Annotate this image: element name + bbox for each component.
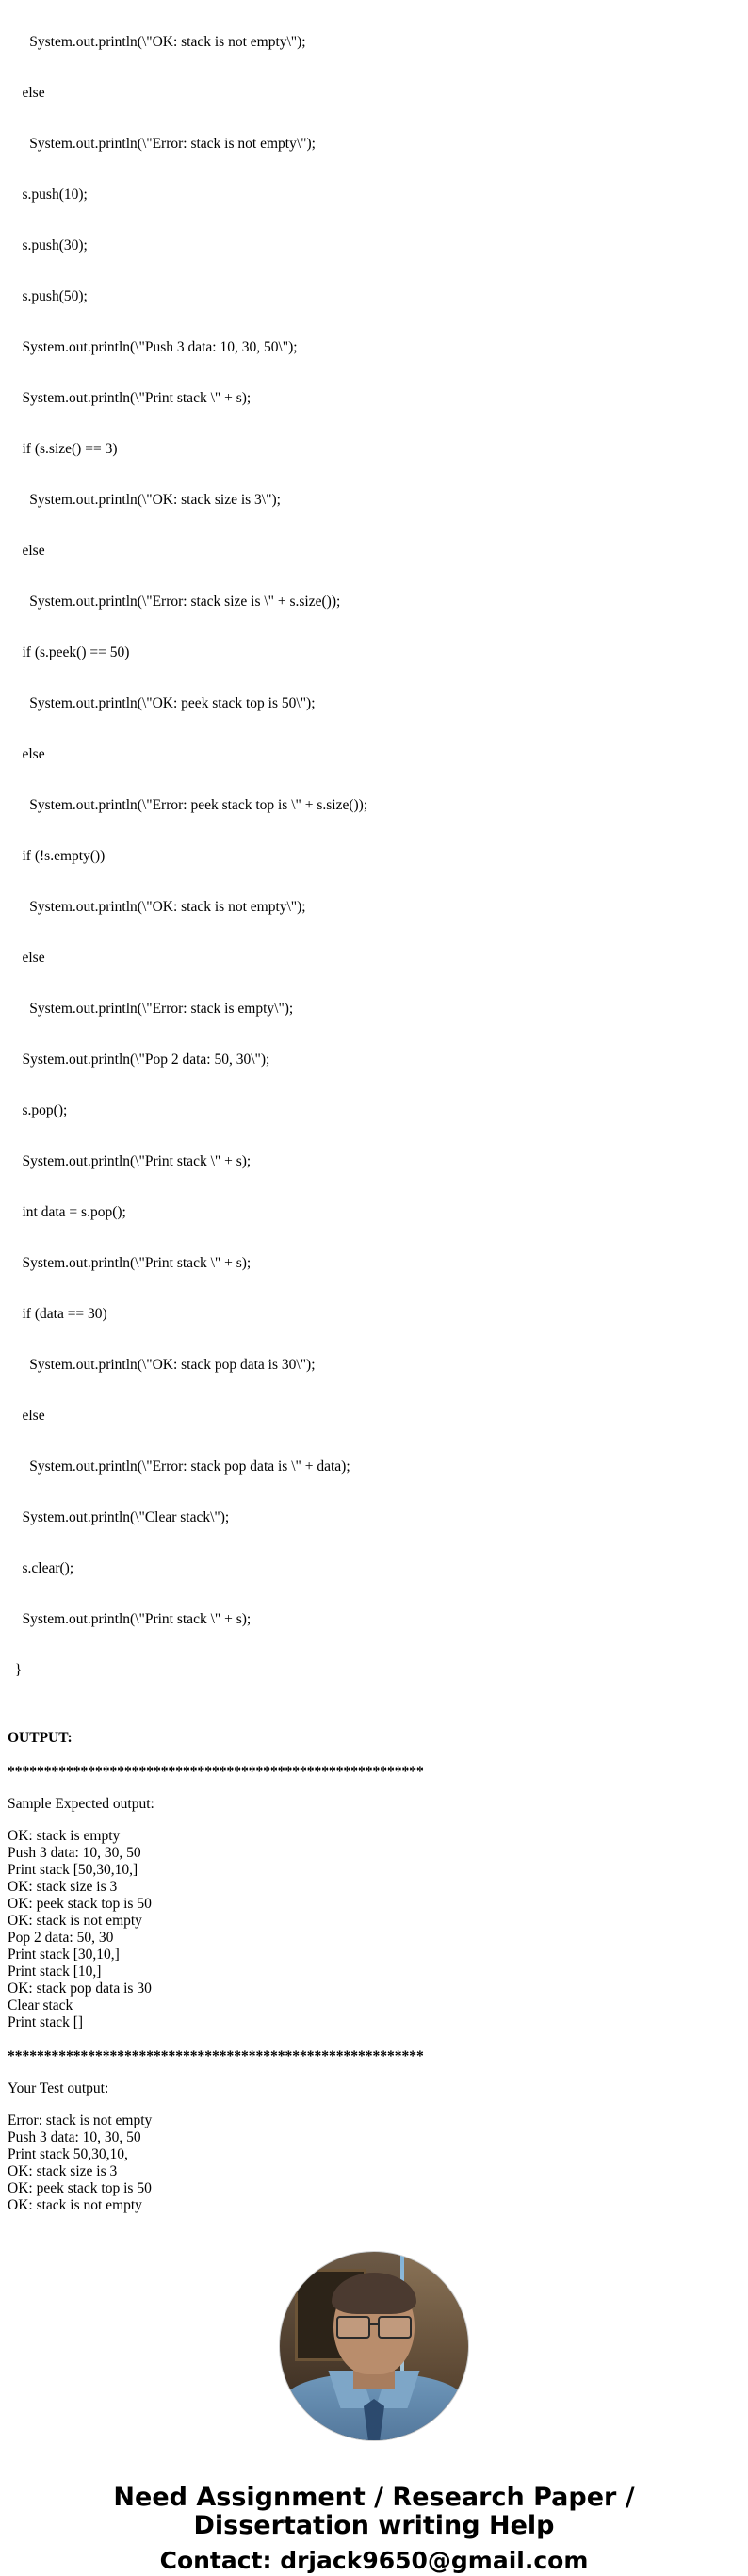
footer <box>8 2484 740 2576</box>
output-heading: OUTPUT: <box>8 1730 73 1746</box>
output-line: Print stack [] <box>8 2014 84 2030</box>
code-line: System.out.println(\"Print stack \" + s); <box>8 390 252 406</box>
code-line: System.out.println(\"Pop 2 data: 50, 30\"); <box>8 1052 270 1068</box>
code-line: else <box>8 746 45 762</box>
code-line: System.out.println(\"Error: stack is not empty\"); <box>8 136 316 152</box>
output-line: OK: stack is not empty <box>8 1913 142 1929</box>
code-line: int data = s.pop(); <box>8 1204 126 1220</box>
output-line: Clear stack <box>8 1997 73 2014</box>
test-output-label: Your Test output: <box>8 2080 109 2096</box>
code-line: System.out.println(\"Error: stack size is \" + s.size()); <box>8 594 341 610</box>
code-line: else <box>8 543 45 559</box>
output-line: Error: stack is not empty <box>8 2112 153 2128</box>
divider-stars-bottom: ********************************************************* <box>8 2048 424 2064</box>
output-line: OK: stack size is 3 <box>8 1879 118 1895</box>
output-line: OK: peek stack top is 50 <box>8 2180 152 2196</box>
output-line: Print stack 50,30,10, <box>8 2146 128 2162</box>
code-line: s.push(50); <box>8 288 88 304</box>
code-line: System.out.println(\"Clear stack\"); <box>8 1509 230 1525</box>
code-line: System.out.println(\"OK: stack size is 3\"); <box>8 492 281 508</box>
output-line: Push 3 data: 10, 30, 50 <box>8 1845 141 1861</box>
code-line: s.push(10); <box>8 187 88 203</box>
code-line: } <box>8 1662 23 1678</box>
lens-right <box>378 2316 412 2339</box>
test-output-list <box>8 2112 740 2214</box>
code-line: System.out.println(\"OK: peek stack top is 50\"); <box>8 695 316 711</box>
output-line: OK: stack pop data is 30 <box>8 1981 152 1997</box>
code-line: System.out.println(\"OK: stack is not empty\"); <box>8 899 306 915</box>
footer-contact: Contact: drjack9650@gmail.com <box>159 2547 589 2574</box>
output-line: OK: stack size is 3 <box>8 2163 118 2179</box>
code-line: System.out.println(\"Print stack \" + s); <box>8 1153 252 1169</box>
code-line: else <box>8 1408 45 1424</box>
code-line: if (data == 30) <box>8 1306 107 1322</box>
code-line: System.out.println(\"Push 3 data: 10, 30, 50\"); <box>8 339 298 355</box>
code-line: if (!s.empty()) <box>8 848 106 864</box>
expected-output-label: Sample Expected output: <box>8 1796 154 1812</box>
code-line: if (s.size() == 3) <box>8 441 118 457</box>
output-line: OK: stack is empty <box>8 1828 121 1844</box>
output-line: Print stack [30,10,] <box>8 1947 120 1963</box>
code-line: System.out.println(\"OK: stack is not empty\"); <box>8 34 306 50</box>
output-line: Push 3 data: 10, 30, 50 <box>8 2129 141 2145</box>
output-line: Print stack [10,] <box>8 1964 102 1980</box>
avatar <box>280 2252 468 2440</box>
code-listing <box>8 0 740 1713</box>
code-line: else <box>8 85 45 101</box>
eyeglasses-icon <box>334 2316 414 2335</box>
code-line: System.out.println(\"Error: stack is empty\"); <box>8 1001 294 1017</box>
output-line: Print stack [50,30,10,] <box>8 1862 138 1878</box>
code-line: s.push(30); <box>8 237 88 253</box>
code-line: s.pop(); <box>8 1102 68 1118</box>
code-line: System.out.println(\"Error: stack pop data is \" + data); <box>8 1459 350 1475</box>
expected-output-list <box>8 1828 740 2031</box>
code-line: System.out.println(\"OK: stack pop data is 30\"); <box>8 1357 316 1373</box>
output-line: OK: peek stack top is 50 <box>8 1896 152 1912</box>
divider-stars-top: ********************************************************* <box>8 1764 424 1780</box>
code-line: System.out.println(\"Print stack \" + s); <box>8 1611 252 1627</box>
portrait-photo-container <box>8 2252 740 2440</box>
code-line: else <box>8 950 45 966</box>
lens-left <box>336 2316 370 2339</box>
output-line: OK: stack is not empty <box>8 2197 142 2213</box>
footer-headline: Need Assignment / Research Paper / Dissertation writing Help <box>113 2483 635 2540</box>
code-line: System.out.println(\"Error: peek stack top is \" + s.size()); <box>8 797 368 813</box>
code-line: System.out.println(\"Print stack \" + s); <box>8 1255 252 1271</box>
code-line: if (s.peek() == 50) <box>8 644 130 660</box>
output-line: Pop 2 data: 50, 30 <box>8 1930 114 1946</box>
code-line: s.clear(); <box>8 1560 74 1576</box>
